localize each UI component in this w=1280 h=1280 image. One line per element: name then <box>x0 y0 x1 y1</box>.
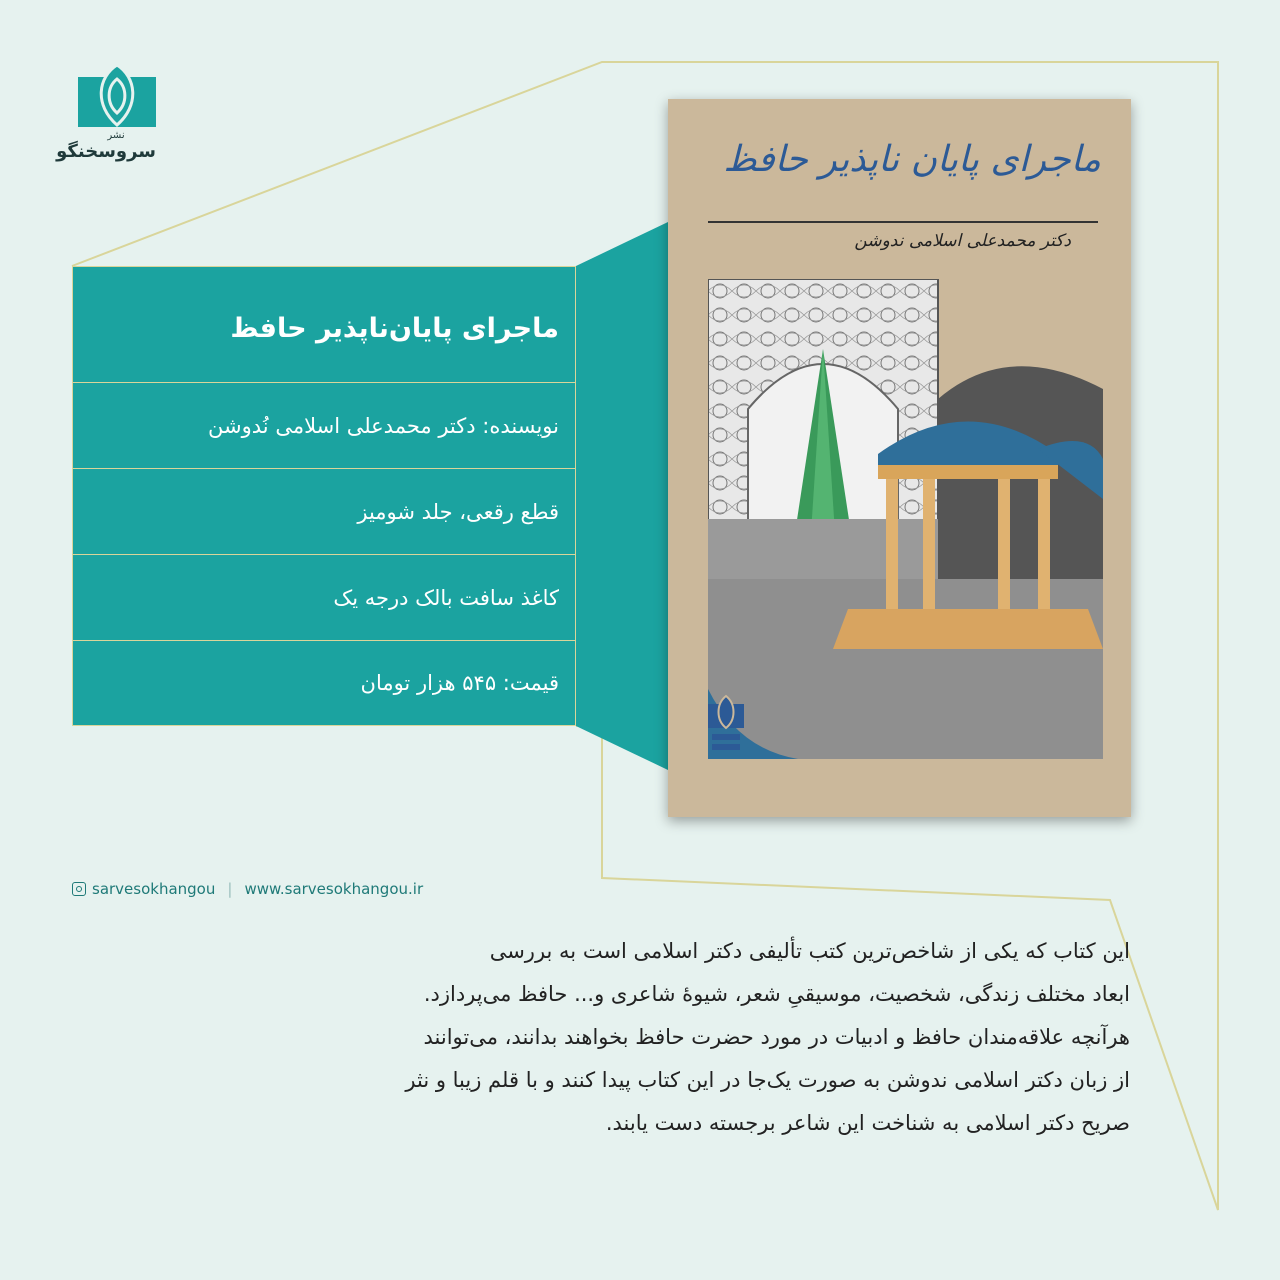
cover-divider <box>708 221 1098 223</box>
book-paper: کاغذ سافت بالک درجه یک <box>73 555 575 641</box>
cover-publisher-logo-icon <box>708 694 744 758</box>
logo-text-top: نشر <box>107 130 125 141</box>
description-line: از زبان دکتر اسلامی ندوشن به صورت یک‌جا در این کتاب پیدا کنند و با قلم زیبا و نثر <box>405 1068 1130 1092</box>
contact-links <box>72 878 423 900</box>
book-format: قطع رقعی، جلد شومیز <box>73 469 575 555</box>
description-line: این کتاب که یکی از شاخص‌ترین کتب تألیفی دکتر اسلامی است به بررسی <box>489 939 1130 963</box>
book-author: نویسنده: دکتر محمدعلی اسلامی نُدوشن <box>73 383 575 469</box>
website-link[interactable]: www.sarvesokhangou.ir <box>244 880 424 898</box>
link-separator: | <box>227 880 233 898</box>
logo-text-main: سروسخنگو <box>56 141 156 162</box>
panel-connector <box>576 222 668 770</box>
instagram-handle[interactable]: sarvesokhangou <box>92 880 216 898</box>
book-price: قیمت: ۵۴۵ هزار تومان <box>360 671 559 695</box>
book-info-panel <box>72 266 576 726</box>
description-line: هرآنچه علاقه‌مندان حافظ و ادبیات در مورد حضرت حافظ بخواهند بدانند، می‌توانند <box>423 1025 1130 1049</box>
book-title: ماجرای پایان‌ناپذیر حافظ <box>73 267 575 383</box>
cover-title: ماجرای پایان ناپذیر حافظ <box>723 139 1101 180</box>
publisher-logo-text <box>56 128 156 162</box>
cover-author: دکتر محمدعلی اسلامی ندوشن <box>854 231 1071 251</box>
hafez-tomb-illustration <box>708 279 1103 759</box>
instagram-icon <box>72 882 86 896</box>
book-description <box>60 930 1130 1145</box>
book-cover <box>668 99 1131 817</box>
description-line: صریح دکتر اسلامی به شناخت این شاعر برجسته دست یابند. <box>605 1111 1130 1135</box>
description-line: ابعاد مختلف زندگی، شخصیت، موسیقیِ شعر، شیوۀ شاعری و... حافظ می‌پردازد. <box>423 982 1130 1006</box>
